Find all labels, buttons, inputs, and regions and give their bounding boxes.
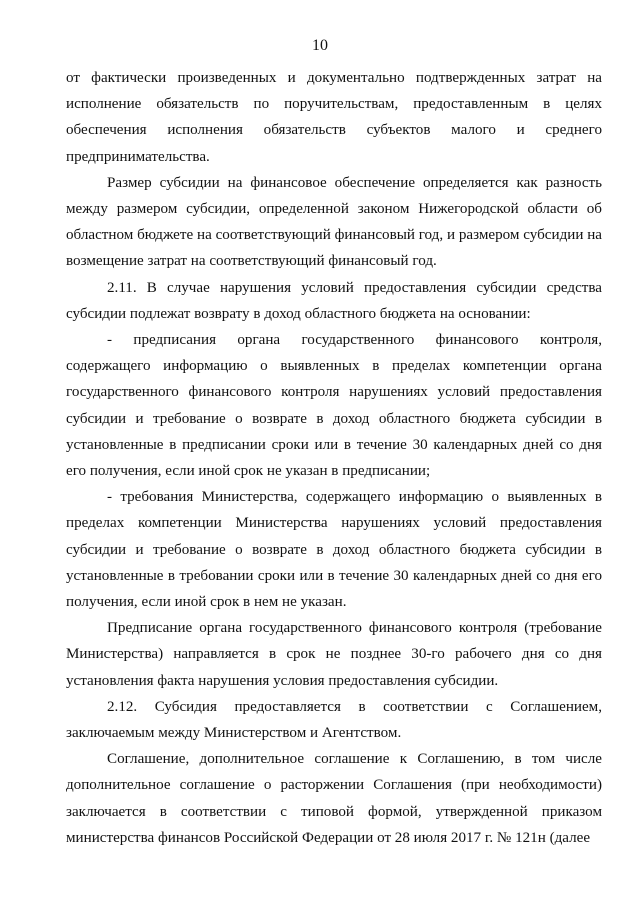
paragraph-clause-2-12: 2.12. Субсидия предоставляется в соответствии с Соглашением, заключаемым между Министерством и Агентством. [66, 698, 602, 742]
paragraph-bullet-prescription: - предписания органа государственного финансового контроля, содержащего информацию о выявленных в пределах компетенции органа государственного финансового контроля нарушениях условий предоставления субсидии и требование о возврате в доход областного бюджета субсидии в установленные в предписании сроки или в течение 30 календарных дней со дня его получения, если иной срок не указан в предписании; [66, 332, 602, 480]
paragraph-continuation: от фактически произведенных и документально подтвержденных затрат на исполнение обязательств по поручительствам, предоставленным в целях обеспечения исполнения обязательств субъектов малого и среднего предпринимательства. [66, 70, 602, 165]
paragraph-agreement: Соглашение, дополнительное соглашение к Соглашению, в том числе дополнительное соглашение о расторжении Соглашения (при необходимости) заключается в соответствии с типовой формой, утвержденной приказом министерства финансов Российской Федерации от 28 июля 2017 г. № 121н (далее [66, 751, 602, 846]
paragraph-bullet-ministry-demand: - требования Министерства, содержащего информацию о выявленных в пределах компетенции Министерства нарушениях условий предоставления субсидии и требование о возврате в доход областного бюджета субсидии в установленные в требовании сроки или в течение 30 календарных дней со дня его получения, если иной срок в нем не указан. [66, 489, 602, 611]
page-number: 10 [312, 37, 328, 54]
document-body [66, 65, 602, 851]
paragraph-clause-2-11: 2.11. В случае нарушения условий предоставления субсидии средства субсидии подлежат возврату в доход областного бюджета на основании: [66, 279, 602, 322]
paragraph-subsidy-size: Размер субсидии на финансовое обеспечение определяется как разность между размером субсидии, определенной законом Нижегородской области об областном бюджете на соответствующий финансовый год, и размером субсидии на возмещение затрат на соответствующий финансовый год. [66, 174, 602, 270]
paragraph-prescription-deadline: Предписание органа государственного финансового контроля (требование Министерства) направляется в срок не позднее 30-го рабочего дня со дня установления факта нарушения условия предоставления субсидии. [66, 620, 602, 689]
